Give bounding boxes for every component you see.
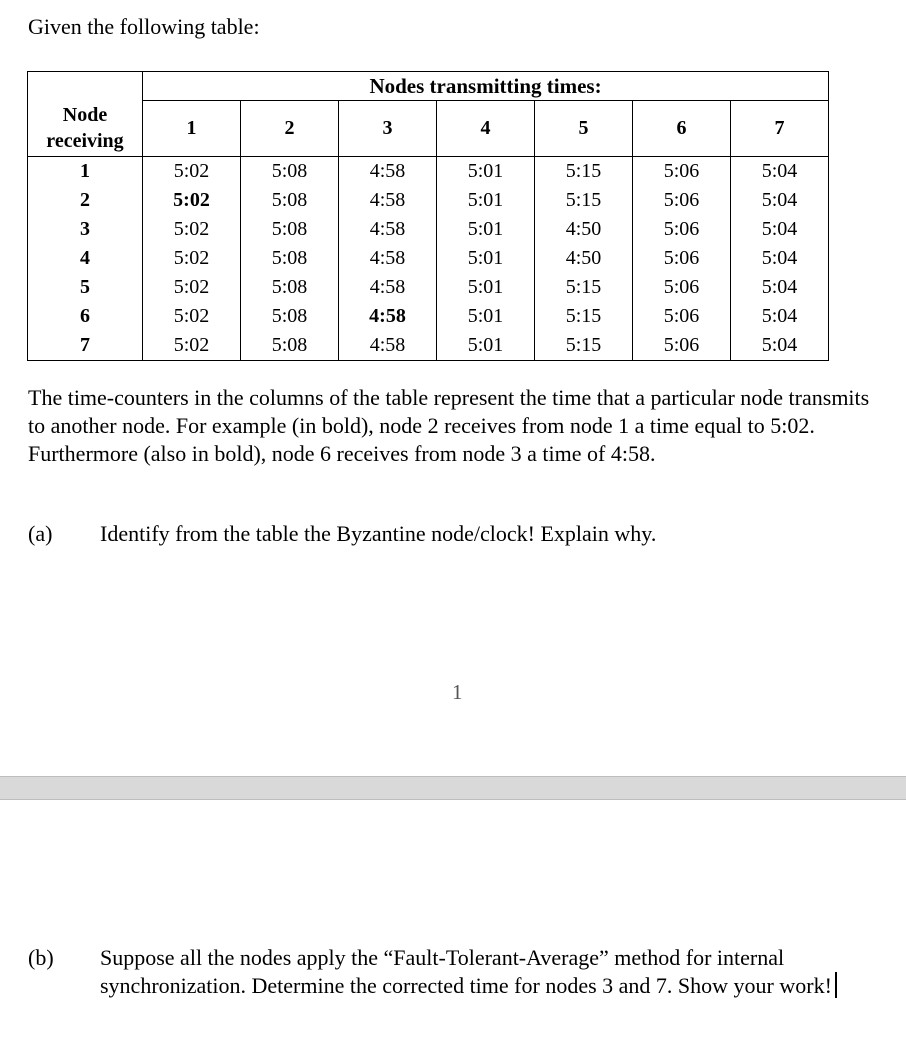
table-cell: 5:06 xyxy=(633,186,731,215)
table-cell: 5:06 xyxy=(633,302,731,331)
table-cell: 5:01 xyxy=(437,157,535,187)
table-cell: 4:50 xyxy=(535,244,633,273)
page-2 xyxy=(0,800,906,1040)
table-row xyxy=(28,331,829,361)
table-row xyxy=(28,186,829,215)
row-label: 4 xyxy=(28,244,143,273)
table-cell: 5:06 xyxy=(633,215,731,244)
table-cell: 4:58 xyxy=(339,157,437,187)
table-cell: 5:01 xyxy=(437,331,535,361)
table-cell: 5:02 xyxy=(143,244,241,273)
table-cell: 5:06 xyxy=(633,331,731,361)
row-label: 3 xyxy=(28,215,143,244)
question-a-label: (a) xyxy=(28,521,53,546)
table-cell: 5:08 xyxy=(241,273,339,302)
table-cell: 4:58 xyxy=(339,331,437,361)
table-title: Nodes transmitting times: xyxy=(143,72,829,101)
column-header: 6 xyxy=(633,101,731,157)
table-cell: 5:04 xyxy=(731,302,829,331)
table-cell: 5:02 xyxy=(143,302,241,331)
table-cell: 5:04 xyxy=(731,157,829,187)
table-cell: 5:04 xyxy=(731,273,829,302)
table-cell: 5:08 xyxy=(241,244,339,273)
table-cell: 5:08 xyxy=(241,215,339,244)
table-cell: 5:02 xyxy=(143,215,241,244)
table-cell: 5:02 xyxy=(143,331,241,361)
table-row xyxy=(28,302,829,331)
table-cell: 4:58 xyxy=(339,302,437,331)
table-cell: 5:15 xyxy=(535,302,633,331)
table-cell: 5:04 xyxy=(731,215,829,244)
table-body xyxy=(28,157,829,361)
table-cell: 5:02 xyxy=(143,186,241,215)
table-cell: 4:58 xyxy=(339,215,437,244)
question-a-text: Identify from the table the Byzantine node/clock! Explain why. xyxy=(100,521,657,546)
table-cell: 5:15 xyxy=(535,157,633,187)
table-cell: 5:08 xyxy=(241,186,339,215)
question-b-content: Suppose all the nodes apply the “Fault-Tolerant-Average” method for internal synchronization. Determine the corrected time for nodes 3 and 7. Show your work! xyxy=(100,945,832,998)
table-row xyxy=(28,157,829,187)
table-cell: 5:08 xyxy=(241,331,339,361)
table-cell: 4:50 xyxy=(535,215,633,244)
table-cell: 4:58 xyxy=(339,244,437,273)
column-header: 5 xyxy=(535,101,633,157)
table-cell: 5:01 xyxy=(437,244,535,273)
table-cell: 5:04 xyxy=(731,186,829,215)
table-cell: 5:08 xyxy=(241,157,339,187)
row-label: 6 xyxy=(28,302,143,331)
page-number: 1 xyxy=(452,680,463,704)
question-b-text[interactable] xyxy=(100,944,880,1000)
table-cell: 5:15 xyxy=(535,331,633,361)
text-cursor xyxy=(835,972,837,998)
table-cell: 5:04 xyxy=(731,331,829,361)
table-cell: 5:02 xyxy=(143,157,241,187)
table-cell: 5:08 xyxy=(241,302,339,331)
intro-text: Given the following table: xyxy=(28,14,260,39)
table-row xyxy=(28,244,829,273)
table-corner xyxy=(28,72,143,101)
transmission-table xyxy=(27,71,829,361)
table-cell: 5:06 xyxy=(633,244,731,273)
explanation-paragraph: The time-counters in the columns of the table represent the time that a particular node transmits to another node. For example (in bold), node 2 receives from node 1 a time equal to 5:02. Furthermore (also in bold), node 6 receives from node 3 a time of 4:58. xyxy=(28,385,870,466)
table-cell: 5:06 xyxy=(633,157,731,187)
column-header: 1 xyxy=(143,101,241,157)
table-cell: 5:01 xyxy=(437,302,535,331)
row-label: 5 xyxy=(28,273,143,302)
table-cell: 5:01 xyxy=(437,215,535,244)
table-cell: 5:02 xyxy=(143,273,241,302)
table-row xyxy=(28,273,829,302)
column-header: 3 xyxy=(339,101,437,157)
table-cell: 4:58 xyxy=(339,186,437,215)
column-header: 2 xyxy=(241,101,339,157)
table-cell: 5:15 xyxy=(535,273,633,302)
table-row xyxy=(28,215,829,244)
table-cell: 5:01 xyxy=(437,186,535,215)
row-label: 1 xyxy=(28,157,143,187)
table-cell: 4:58 xyxy=(339,273,437,302)
table-cell: 5:15 xyxy=(535,186,633,215)
column-header: 7 xyxy=(731,101,829,157)
page-break-gap xyxy=(0,776,906,800)
row-header: Node receiving xyxy=(28,101,143,157)
table-cell: 5:04 xyxy=(731,244,829,273)
column-header: 4 xyxy=(437,101,535,157)
row-label: 2 xyxy=(28,186,143,215)
table-cell: 5:06 xyxy=(633,273,731,302)
table-cell: 5:01 xyxy=(437,273,535,302)
row-label: 7 xyxy=(28,331,143,361)
question-b-label: (b) xyxy=(28,945,54,970)
